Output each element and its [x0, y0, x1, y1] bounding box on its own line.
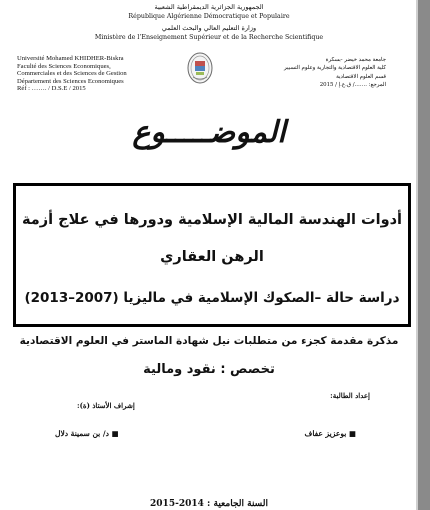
republic-ar: الجمهورية الجزائرية الديمقراطية الشعبية	[154, 3, 264, 11]
student-name: ■ بوعزيز عفاف	[304, 429, 356, 438]
thesis-title-box	[13, 183, 411, 327]
department-fr: Département des Sciences Economiques	[17, 77, 124, 85]
supervisor-name: ■ د/ بن سمينة دلال	[55, 429, 119, 438]
academic-year-label: السنة الجامعية :	[207, 499, 268, 509]
republic-fr: République Algérienne Démocratique et Populaire	[128, 13, 290, 20]
prepared-by-label: إعداد الطالبة:	[330, 391, 370, 400]
academic-year	[0, 499, 418, 509]
specialization: تخصص : نقود ومالية	[143, 362, 275, 377]
viewer-scrollbar-area	[418, 0, 430, 510]
university-name-fr: Université Mohamed KHIDHER-Biskra	[17, 55, 124, 62]
thesis-title-line2: الرهن العقاري	[160, 249, 264, 265]
faculty-ar: كلية العلوم الاقتصادية والتجارية وعلوم التسيير	[284, 65, 386, 72]
thesis-title-line1: أدوات الهندسة المالية الإسلامية ودورها في علاج أزمة	[21, 212, 403, 228]
reference-fr: Réf : ……. / D.S.E / 2015	[17, 85, 86, 93]
university-ar-block	[256, 56, 386, 90]
reference-ar: المرجع: ……./ ق.ع.إ / 2015	[319, 82, 386, 89]
case-study-line: دراسة حالة –الصكوك الإسلامية في ماليزيا (2007–2013)	[24, 290, 400, 306]
ministry-fr: Ministère de l’Enseignement Supérieur et de la Recherche Scientifique	[94, 34, 324, 41]
university-name-ar: جامعة محمد خيضر -بسكرة	[325, 57, 386, 63]
ministry-ar: وزارة التعليم العالي والبحث العلمي	[161, 24, 257, 32]
department-ar: قسم العلوم الاقتصادية	[336, 73, 386, 80]
faculty-fr: Faculté des Sciences Economiques,	[17, 62, 111, 70]
faculty-fr-2: Commerciales et des Sciences de Gestion	[17, 70, 127, 78]
supervisor-label: إشراف الأستاذ (ة):	[77, 401, 135, 410]
university-fr-block	[17, 55, 182, 93]
subject-heading: الموضـــــوع	[132, 115, 286, 150]
academic-year-value: 2014-2015	[150, 499, 204, 509]
university-seal-icon	[187, 52, 213, 84]
memo-description: مذكرة مقدمة كجزء من متطلبات نيل شهادة الماستر في العلوم الاقتصادية	[19, 335, 399, 347]
